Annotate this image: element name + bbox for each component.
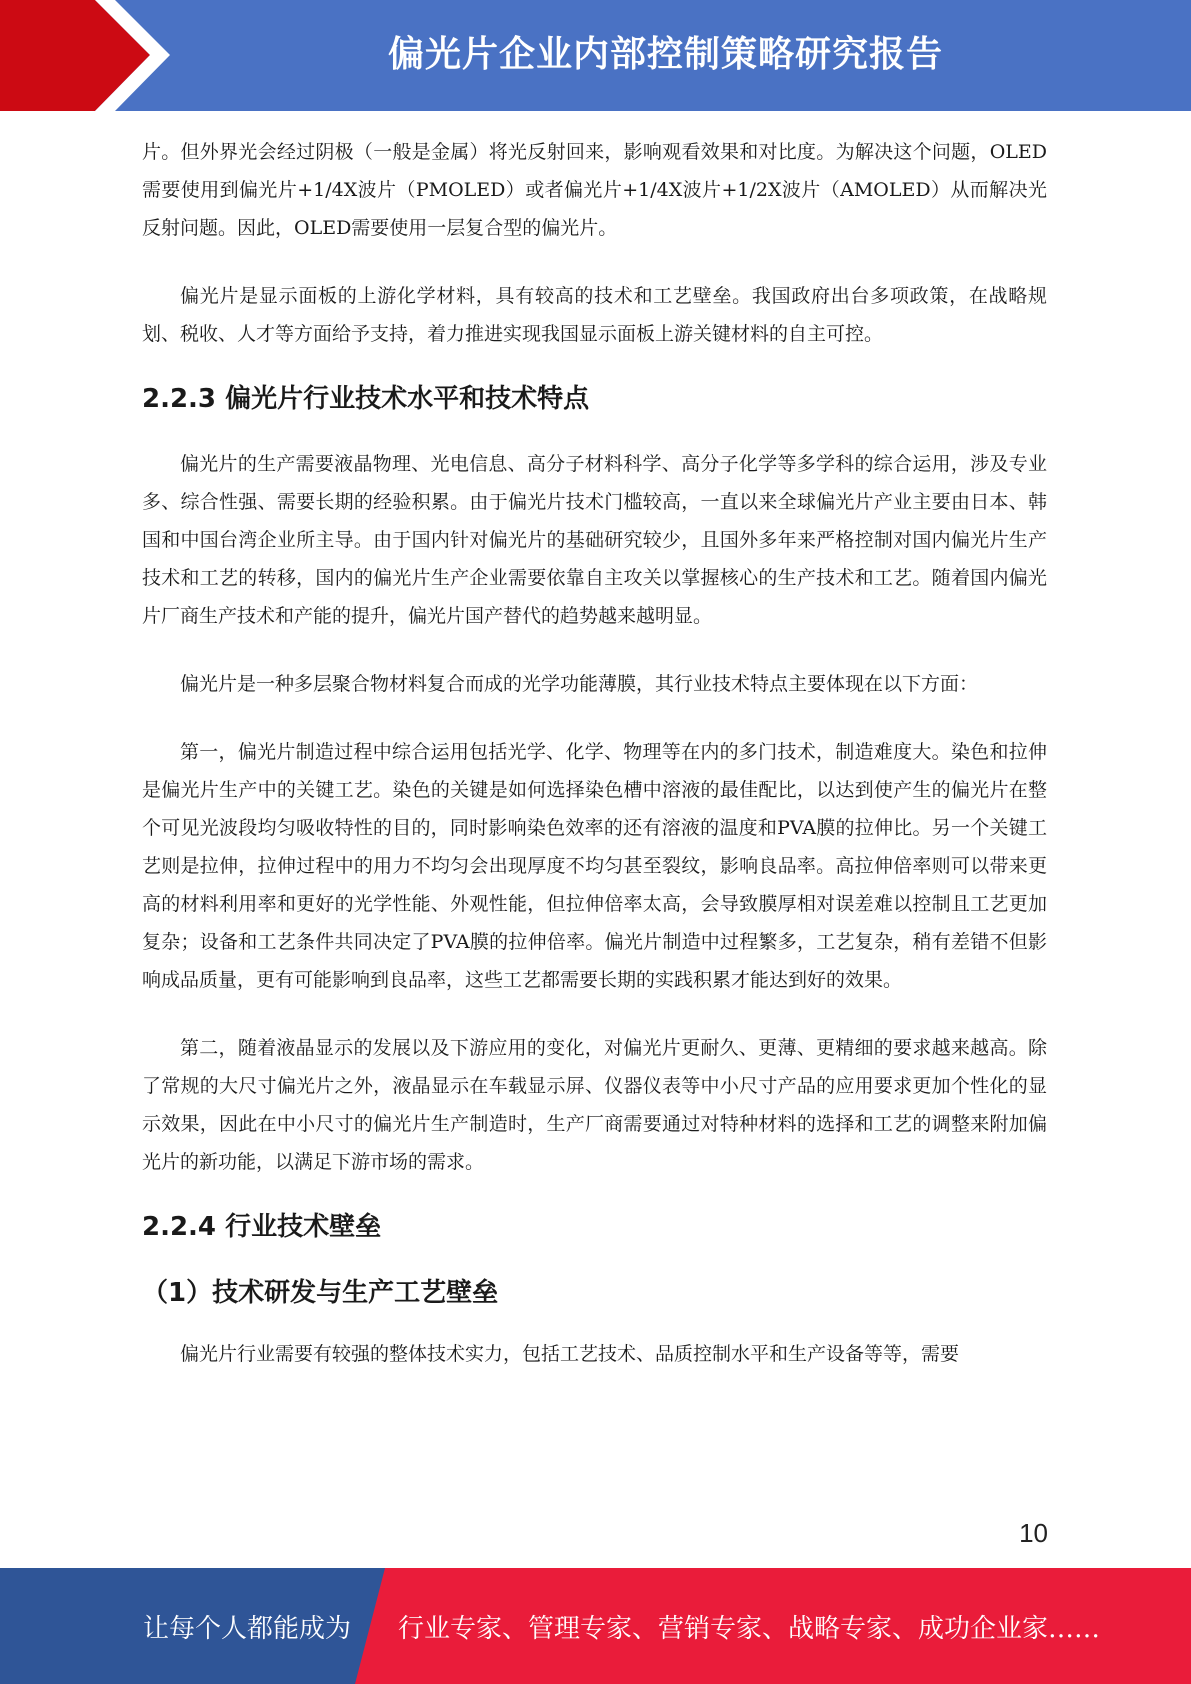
page-header <box>0 0 1191 111</box>
paragraph-continuation: 片。但外界光会经过阴极（一般是金属）将光反射回来，影响观看效果和对比度。为解决这个问题，OLED需要使用到偏光片+1/4X波片（PMOLED）或者偏光片+1/4X波片+1/2X波片（AMOLED）从而解决光反射问题。因此，OLED需要使用一层复合型的偏光片。 <box>142 141 1047 239</box>
section-heading-2-2-3: 2.2.3 偏光片行业技术水平和技术特点 <box>142 384 590 414</box>
header-title: 偏光片企业内部控制策略研究报告 <box>387 34 943 75</box>
paragraph: 偏光片是显示面板的上游化学材料，具有较高的技术和工艺壁垒。我国政府出台多项政策，在战略规划、税收、人才等方面给予支持，着力推进实现我国显示面板上游关键材料的自主可控。 <box>142 285 1047 345</box>
paragraph: 偏光片的生产需要液晶物理、光电信息、高分子材料科学、高分子化学等多学科的综合运用，涉及专业多、综合性强、需要长期的经验积累。由于偏光片技术门槛较高，一直以来全球偏光片产业主要由日本、韩国和中国台湾企业所主导。由于国内针对偏光片的基础研究较少，且国外多年来严格控制对国内偏光片生产技术和工艺的转移，国内的偏光片生产企业需要依靠自主攻关以掌握核心的生产技术和工艺。随着国内偏光片厂商生产技术和产能的提升，偏光片国产替代的趋势越来越明显。 <box>142 453 1047 627</box>
section-heading-2-2-4: 2.2.4 行业技术壁垒 <box>142 1212 382 1242</box>
page-number: 10 <box>1019 1518 1048 1548</box>
paragraph: 偏光片是一种多层聚合物材料复合而成的光学功能薄膜，其行业技术特点主要体现在以下方面： <box>180 673 979 695</box>
document-body <box>142 133 1047 1373</box>
paragraph: 偏光片行业需要有较强的整体技术实力，包括工艺技术、品质控制水平和生产设备等等，需要 <box>180 1343 960 1365</box>
paragraph: 第一，偏光片制造过程中综合运用包括光学、化学、物理等在内的多门技术，制造难度大。染色和拉伸是偏光片生产中的关键工艺。染色的关键是如何选择染色槽中溶液的最佳配比，以达到使产生的偏光片在整个可见光波段均匀吸收特性的目的，同时影响染色效率的还有溶液的温度和PVA膜的拉伸比。另一个关键工艺则是拉伸，拉伸过程中的用力不均匀会出现厚度不均匀甚至裂纹，影响良品率。高拉伸倍率则可以带来更高的材料利用率和更好的光学性能、外观性能，但拉伸倍率太高，会导致膜厚相对误差难以控制且工艺更加复杂；设备和工艺条件共同决定了PVA膜的拉伸倍率。偏光片制造中过程繁多，工艺复杂，稍有差错不但影响成品质量，更有可能影响到良品率，这些工艺都需要长期的实践积累才能达到好的效果。 <box>142 741 1047 991</box>
footer-slogan-right: 行业专家、管理专家、营销专家、战略专家、成功企业家…… <box>398 1614 1101 1644</box>
page-footer <box>0 1568 1191 1684</box>
subsection-heading: （1）技术研发与生产工艺壁垒 <box>142 1278 499 1308</box>
footer-slogan-left: 让每个人都能成为 <box>143 1614 352 1644</box>
paragraph: 第二，随着液晶显示的发展以及下游应用的变化，对偏光片更耐久、更薄、更精细的要求越来越高。除了常规的大尺寸偏光片之外，液晶显示在车载显示屏、仪器仪表等中小尺寸产品的应用要求更加个性化的显示效果，因此在中小尺寸的偏光片生产制造时，生产厂商需要通过对特种材料的选择和工艺的调整来附加偏光片的新功能，以满足下游市场的需求。 <box>142 1037 1047 1173</box>
